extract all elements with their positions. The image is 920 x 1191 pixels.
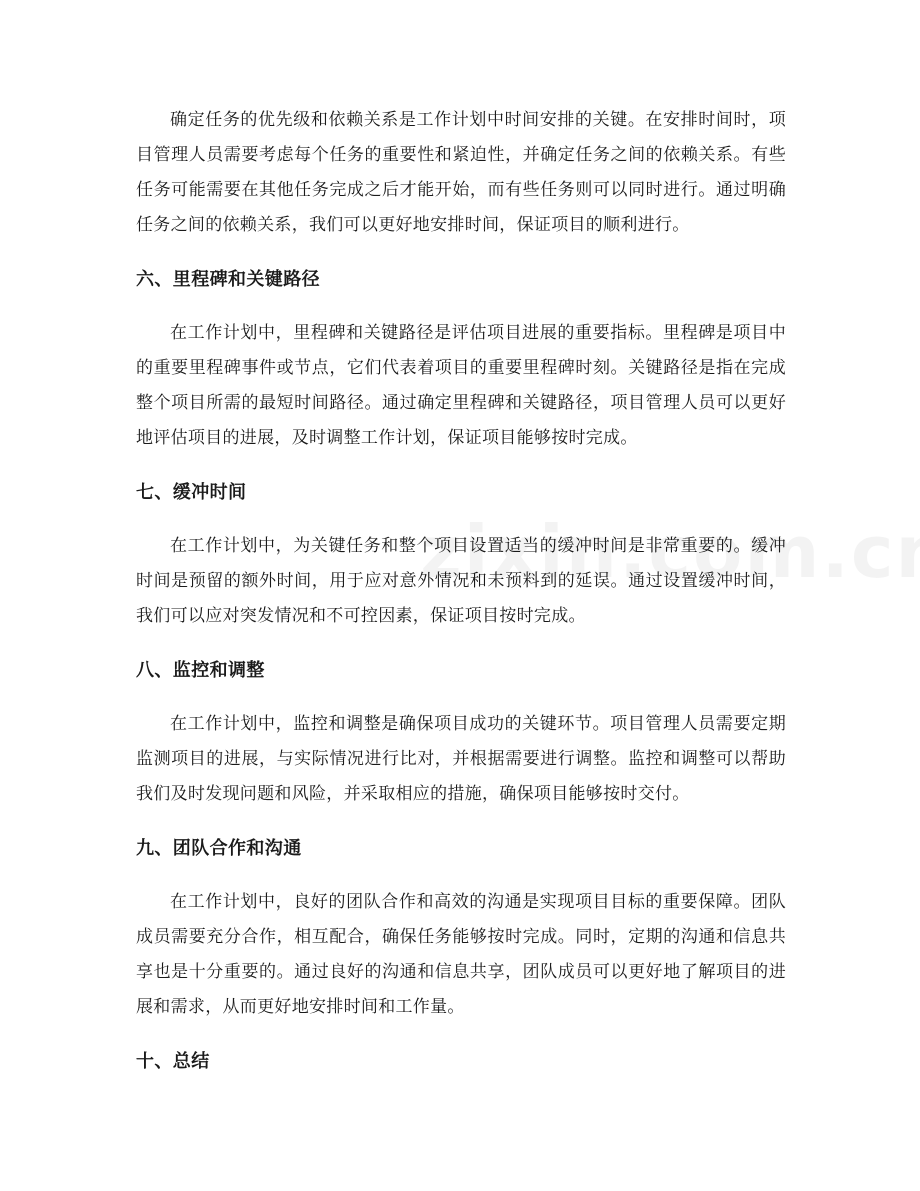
section-heading-teamwork: 九、团队合作和沟通 xyxy=(136,838,302,859)
section-paragraph-milestones: 在工作计划中，里程碑和关键路径是评估项目进展的重要指标。里程碑是项目中的重要里程碑事件或节点，它们代表着项目的重要里程碑时刻。关键路径是指在完成整个项目所需的最短时间路径。通过确定里程碑和关键路径，项目管理人员可以更好地评估项目的进展，及时调整工作计划，保证项目能够按时完成。 xyxy=(136,323,786,448)
section-paragraph-monitoring: 在工作计划中，监控和调整是确保项目成功的关键环节。项目管理人员需要定期监测项目的进展，与实际情况进行比对，并根据需要进行调整。监控和调整可以帮助我们及时发现问题和风险，并采取相应的措施，确保项目能够按时交付。 xyxy=(136,714,786,804)
document-page xyxy=(136,103,786,1077)
intro-paragraph: 确定任务的优先级和依赖关系是工作计划中时间安排的关键。在安排时间时，项目管理人员需要考虑每个任务的重要性和紧迫性，并确定任务之间的依赖关系。有些任务可能需要在其他任务完成之后才能开始，而有些任务则可以同时进行。通过明确任务之间的依赖关系，我们可以更好地安排时间，保证项目的顺利进行。 xyxy=(136,110,786,235)
section-heading-summary: 十、总结 xyxy=(136,1051,210,1072)
section-paragraph-buffer-time: 在工作计划中，为关键任务和整个项目设置适当的缓冲时间是非常重要的。缓冲时间是预留的额外时间，用于应对意外情况和未预料到的延误。通过设置缓冲时间，我们可以应对突发情况和不可控因素，保证项目按时完成。 xyxy=(136,536,786,626)
section-heading-milestones: 六、里程碑和关键路径 xyxy=(136,269,320,290)
section-heading-monitoring: 八、监控和调整 xyxy=(136,660,265,681)
section-heading-buffer-time: 七、缓冲时间 xyxy=(136,482,247,503)
section-paragraph-teamwork: 在工作计划中，良好的团队合作和高效的沟通是实现项目目标的重要保障。团队成员需要充分合作，相互配合，确保任务能够按时完成。同时，定期的沟通和信息共享也是十分重要的。通过良好的沟通和信息共享，团队成员可以更好地了解项目的进展和需求，从而更好地安排时间和工作量。 xyxy=(136,892,786,1017)
